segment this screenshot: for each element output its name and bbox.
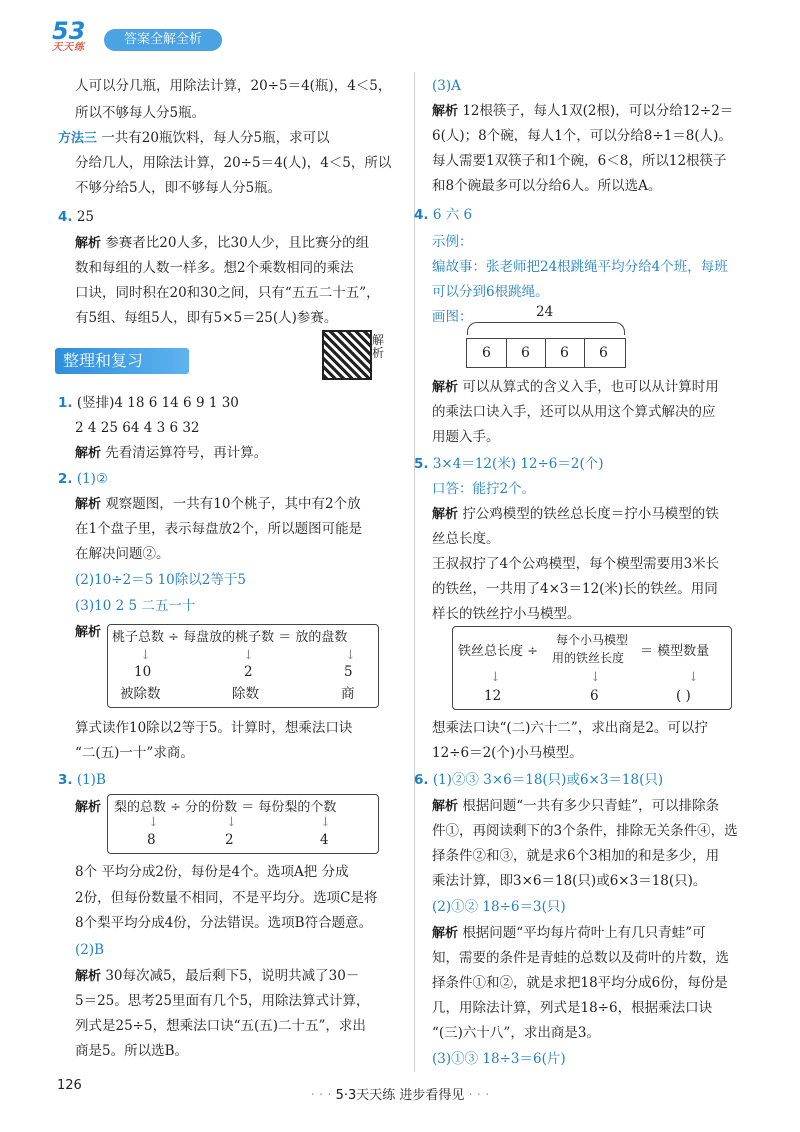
text-line: 不够分给5人，即不够每人分5瓶。: [75, 180, 282, 196]
text-line: 每人需要1双筷子和1个碗，6＜8，所以12根筷子: [432, 153, 727, 169]
text-line: 的乘法口诀入手，还可以从用这个算式解决的应: [432, 404, 716, 420]
text-line: 的铁丝，一共用了4×3＝12(米)长的铁丝。用同: [432, 581, 718, 597]
header-banner: 答案全解全析: [104, 29, 222, 51]
bar-cell: 6: [467, 339, 507, 367]
text-line: 择条件①和②，就是求把18平均分成6份，每份是: [432, 975, 728, 991]
explain-line: 解析 根据问题“平均每片荷叶上有几只青蛙”可: [432, 925, 706, 941]
text-line: 乘法计算，即3×6＝18(只)或6×3＝18(只)。: [432, 873, 707, 889]
text-line: 分给几人，用除法计算，20÷5＝4(人)，4＜5，所以: [75, 155, 392, 171]
wire-value-2: 6: [590, 688, 599, 704]
pear-value-3: 4: [320, 832, 329, 848]
q5-answer: 5. 3×4＝12(米) 12÷6＝2(个): [414, 456, 604, 472]
peach-value-2: 2: [244, 664, 253, 680]
example-label: 示例：: [432, 234, 473, 250]
wire-header-2b: 用的铁丝长度: [552, 651, 625, 665]
explain-label: 解析: [75, 625, 102, 640]
q5-reply: 口答：能拧2个。: [432, 481, 536, 497]
section-title: 整理和复习: [55, 348, 189, 374]
text-line: 王叔叔拧了4个公鸡模型，每个模型需要用3米长: [432, 556, 720, 572]
text-line: 在1个盘子里，表示每盘放2个，所以题图可能是: [75, 521, 363, 537]
text-line: 8个 平均分成2份，每份是4个。选项A把 分成: [75, 864, 349, 880]
peach-term-2: 除数: [232, 686, 259, 702]
bar-cell: 6: [506, 339, 546, 367]
text-line: “二(五)一十”求商。: [75, 745, 194, 761]
down-arrow-icon: ↓: [490, 670, 501, 685]
down-arrow-icon: ↓: [345, 648, 356, 663]
text-line: 择条件②和③，就是求6个3相加的和是多少，用: [432, 848, 720, 864]
q2-answer2: (2)10÷2＝5 10除以2等于5: [75, 572, 246, 588]
peach-value-1: 10: [134, 664, 152, 680]
text-line: 数和每组的人数一样多。想2个乘数相同的乘法: [75, 260, 354, 276]
q3-3-answer: (3)A: [432, 78, 461, 94]
text-line: 商是5。所以选B。: [75, 1043, 189, 1059]
peach-term-3: 商: [341, 686, 355, 702]
peach-value-3: 5: [344, 664, 353, 680]
pear-value-2: 2: [225, 832, 234, 848]
q2-answer3: (3)10 2 5 二五一十: [75, 598, 196, 614]
explain-line: 解析 根据问题“一共有多少只青蛙”，可以排除条: [432, 798, 720, 814]
down-arrow-icon: ↓: [688, 670, 699, 685]
explain-line: 解析 30每次减5，最后剩下5，说明共减了30－: [75, 968, 360, 984]
down-arrow-icon: ↓: [226, 815, 237, 830]
text-line: 所以不够每人分5瓶。: [75, 105, 206, 121]
down-arrow-icon: ↓: [140, 648, 151, 663]
wire-value-3: ( ): [676, 688, 691, 704]
q3-answer2: (2)B: [75, 942, 105, 958]
text-line: 12÷6＝2(个)小马模型。: [432, 745, 583, 761]
story-line: 可以分到6根跳绳。: [432, 284, 549, 300]
q6-answer2: (2)①② 18÷6＝3(只): [432, 899, 566, 915]
method-label: 方法三: [58, 131, 98, 146]
wire-header-1: 铁丝总长度 ÷: [458, 644, 539, 659]
explain-line: 解析 观察题图，一共有10个桃子，其中有2个放: [75, 496, 361, 512]
peach-diagram-header: 桃子总数 ÷ 每盘放的桃子数 ＝ 放的盘数: [112, 630, 348, 645]
q6-answer3: (3)①③ 18÷3＝6(片): [432, 1051, 566, 1067]
text-line: 有5组、每组5人，即有5×5＝25(人)参赛。: [75, 310, 338, 326]
page-number: 126: [57, 1078, 82, 1093]
method-line: 方法三 一共有20瓶饮料，每人分5瓶，求可以: [58, 130, 330, 146]
pear-diagram-header: 梨的总数 ÷ 分的份数 ＝ 每份梨的个数: [114, 800, 337, 815]
q6-answer1: 6. (1)②③ 3×6＝18(只)或6×3＝18(只): [414, 772, 664, 788]
qr-label: 解析: [372, 333, 385, 360]
wire-value-1: 12: [484, 688, 502, 704]
text-line: 列式是25÷5，想乘法口诀“五(五)二十五”，求出: [75, 1018, 366, 1034]
text-line: 口诀，同时积在20和30之间，只有“五五二十五”，: [75, 285, 380, 301]
draw-label: 画图：: [432, 309, 473, 325]
text-line: 件①，再阅读剩下的3个条件，排除无关条件④，选: [432, 823, 738, 839]
wire-header-3: ＝ 模型数量: [640, 644, 710, 659]
text-line: 6(人)；8个碗，每人1个，可以分给8÷1＝8(人)。: [432, 128, 732, 144]
logo: 53 天天练: [52, 17, 86, 53]
bar-cell: 6: [545, 339, 585, 367]
text-line: 样长的铁丝拧小马模型。: [432, 606, 581, 622]
text-line: 丝总长度。: [432, 531, 500, 547]
text-line: 2份，但每份数量不相同，不是平均分。选项C是将: [75, 890, 378, 906]
bar-total: 24: [536, 304, 554, 320]
bar-model: [466, 338, 626, 368]
explain-line: 解析 12根筷子，每人1双(2根)，可以分给12÷2＝: [432, 103, 734, 119]
explain-line: 解析 先看清运算符号，再计算。: [75, 445, 268, 461]
total-brace: [467, 322, 625, 335]
down-arrow-icon: ↓: [148, 815, 159, 830]
text-line: 人可以分几瓶，用除法计算，20÷5＝4(瓶)，4＜5，: [75, 78, 392, 94]
q4-answer: 4. 25: [58, 209, 95, 225]
text-line: 在解决问题②。: [75, 546, 170, 562]
text-line: 5＝25。思考25里面有几个5，用除法算式计算，: [75, 993, 370, 1009]
peach-term-1: 被除数: [120, 686, 161, 702]
text-line: 用题入手。: [432, 429, 500, 445]
explain-line: 解析 可以从算式的含义入手，也可以从计算时用: [432, 379, 719, 395]
explain-label: 解析: [75, 800, 102, 815]
explain-line: 解析 参赛者比20人多，比30人少，且比赛分的组: [75, 235, 370, 251]
q1-row2: 2 4 25 64 4 3 6 32: [75, 420, 200, 436]
down-arrow-icon: ↓: [320, 815, 331, 830]
text-line: 几，用除法计算，列式是18÷6，根据乘法口诀: [432, 1000, 713, 1016]
bar-cell: 6: [599, 345, 608, 361]
pear-value-1: 8: [147, 832, 156, 848]
q2-answer1: 2. (1)②: [58, 471, 109, 487]
text-line: 知，需要的条件是青蛙的总数以及荷叶的片数，选: [432, 950, 729, 966]
text-line: 8个梨平均分成4份，分法错误。选项B符合题意。: [75, 915, 373, 931]
explain-line: 解析 拧公鸡模型的铁丝总长度＝拧小马模型的铁: [432, 506, 719, 522]
text-line: 算式读作10除以2等于5。计算时，想乘法口诀: [75, 720, 353, 736]
down-arrow-icon: ↓: [590, 670, 601, 685]
down-arrow-icon: ↓: [243, 648, 254, 663]
text-line: “(三)六十八”，求出商是3。: [432, 1025, 600, 1041]
q3-answer1: 3. (1)B: [58, 772, 106, 788]
story-line: 编故事：张老师把24根跳绳平均分给4个班，每班: [432, 259, 728, 275]
text-line: 和8个碗最多可以分给6人。所以选A。: [432, 178, 662, 194]
footer-slogan: · · · 5·3天天练 进步看得见 · · ·: [310, 1088, 490, 1103]
q4-right-answer: 4. 6 六 6: [414, 207, 473, 223]
qr-code[interactable]: [322, 330, 372, 380]
text-line: 想乘法口诀“(二)六十二”，求出商是2。可以拧: [432, 720, 708, 736]
q1-row1: 1. (竖排)4 18 6 14 6 9 1 30: [58, 395, 239, 411]
wire-header-2a: 每个小马模型: [556, 633, 629, 647]
